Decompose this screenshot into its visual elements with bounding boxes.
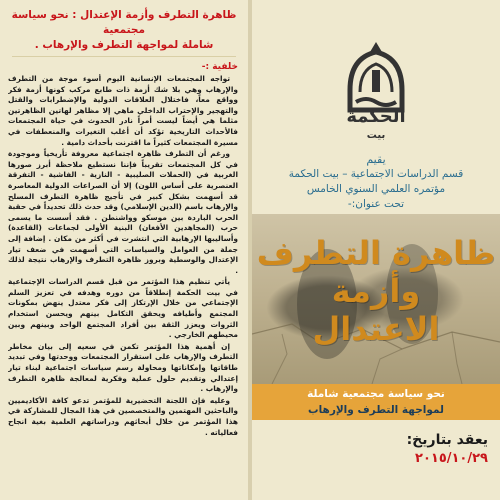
organizer-line-4: تحت عنوان:- <box>347 198 405 210</box>
background-body <box>8 74 238 492</box>
cover-title-line-1: ظاهرة التطرف <box>256 234 496 272</box>
paragraph-4: إن أهمية هذا المؤتمر تكمن في سعيه إلى بيان مخاطر التطرف والإرهاب على استقرار المجتمعات ووحدتها وفي تبديد طاقاتها وإمكاناتها ومحاولة رسم سياسات اجتماعية لبناء تيار إعتدالي وتقديم حلول عملية وفكرية لمعالجة ظاهرة التطرف والإرهاب . <box>8 341 238 394</box>
paragraph-1: تواجه المجتمعات الإنسانية اليوم أسوء موجة من التطرف والإرهاب وهي بلا شك أزمة ذات طابع مركب كونها أزمة فكر وواقع معاً، فاختلال العلاقات الدولية والإضطرابات والقتل والتهجير والإحتراب الداخلي ماهي إلا مظاهر لهاتين الظاهرتين مثلما هي أيضاً ليست أمراً نادر الحدوث في حياة المجتمعات فالأحداث التاريخية تؤكد أن أغلب التغيرات والمنعطفات في مسيرة المجتمعات كثيراً ما اقترنت بأحداث دامية . <box>8 74 238 147</box>
subtitle-line-1: نحو سياسة مجتمعية شاملة <box>307 388 445 400</box>
date-label: يعقد بتاريخ: <box>406 432 488 448</box>
organizer-line-1: يقيم <box>366 153 386 166</box>
title-line-1: ظاهرة التطرف وأزمة الإعتدال : نحو سياسة مجتمعية <box>11 9 237 36</box>
subtitle-band <box>252 384 500 420</box>
paragraph-5: وعليه فإن اللجنة التحضيرية للمؤتمر تدعو كافة الأكاديميين والباحثين المهتمين والمتخصصين في هذا المجال للمشاركة في هذا المؤتمر من خلال أبحاثهم ودراساتهم العلمية بغية انجاح فعالياته . <box>8 395 238 437</box>
logo-wordmark: الحكمة <box>346 106 406 127</box>
paragraph-3: يأتي تنظيم هذا المؤتمر من قبل قسم الدراسات الإجتماعية في بيت الحكمة إنطلاقاً من دوره وهدفه في تعزيز السلم الإجتماعي من خلال الإرتكاز إلى فكر معتدل ينهض بمكونات المجتمع وأطيافه ويحقق التكامل بينهم ويحسن استخدام الثروات ويعزز الثقة بين أفراد المجتمع الواحد وبينهم وبين محيطهم الخارجي . <box>8 277 238 340</box>
organizer-line-2: قسم الدراسات الاجتماعية – بيت الحكمة <box>288 168 464 180</box>
title-line-2: شاملة لمواجهة التطرف والإرهاب . <box>34 39 214 51</box>
logo-emblem-icon <box>336 40 416 136</box>
cover-title <box>252 234 500 348</box>
cover-title-line-2: وأزمة <box>331 272 421 310</box>
text-panel <box>0 0 248 500</box>
bayt-al-hikma-logo <box>336 40 416 141</box>
conference-title <box>8 8 240 53</box>
organizer-line-3: مؤتمره العلمي السنوي الخامس <box>306 183 446 195</box>
organizer-info <box>258 152 494 212</box>
cover-panel <box>252 0 500 500</box>
title-divider <box>12 56 236 57</box>
date-value: ٢٠١٥/١٠/٢٩ <box>415 451 488 466</box>
conference-date <box>407 432 488 466</box>
background-heading: خلفية :- <box>201 62 238 72</box>
cover-photo <box>252 214 500 384</box>
subtitle-line-2: لمواجهة التطرف والإرهاب <box>308 404 444 416</box>
logo-caption: بيت <box>366 130 386 141</box>
cover-title-line-3: الاعتدال <box>312 310 440 348</box>
paragraph-2: ورغم أن التطرف ظاهرة اجتماعية معروفة تأريخياً وموجودة في كل المجتمعات تقريباً فإننا نستطيع ملاحظة أبرز صورها الغربية في (الحملات الصليبية - النازية - الفاشية - التفرقة العنصرية على أساس اللون) إلا أن الصراعات الدولية المعاصرة قد أسهمت بشكل كبير في تأجيج ظاهرة التطرف المسلح والإرهاب باسم (الدين الإسلامي) وقد حدث ذلك تحديداً في حقبة الحرب الباردة بين موسكو وواشنطن . فقد أسست ما يسمى حرب (المجاهدين الأفغان) البنية الأولى لجماعات (القاعدة) وأساليبها الإرهابية التي انتشرت في أكثر من مكان . إضافة إلى جملة من العوامل والسياسات التي أسهمت في ضعف تيار الإعتدال والوسطية وبروز ظاهرة التطرف والإرهاب نتيجة لذلك . <box>8 149 238 275</box>
